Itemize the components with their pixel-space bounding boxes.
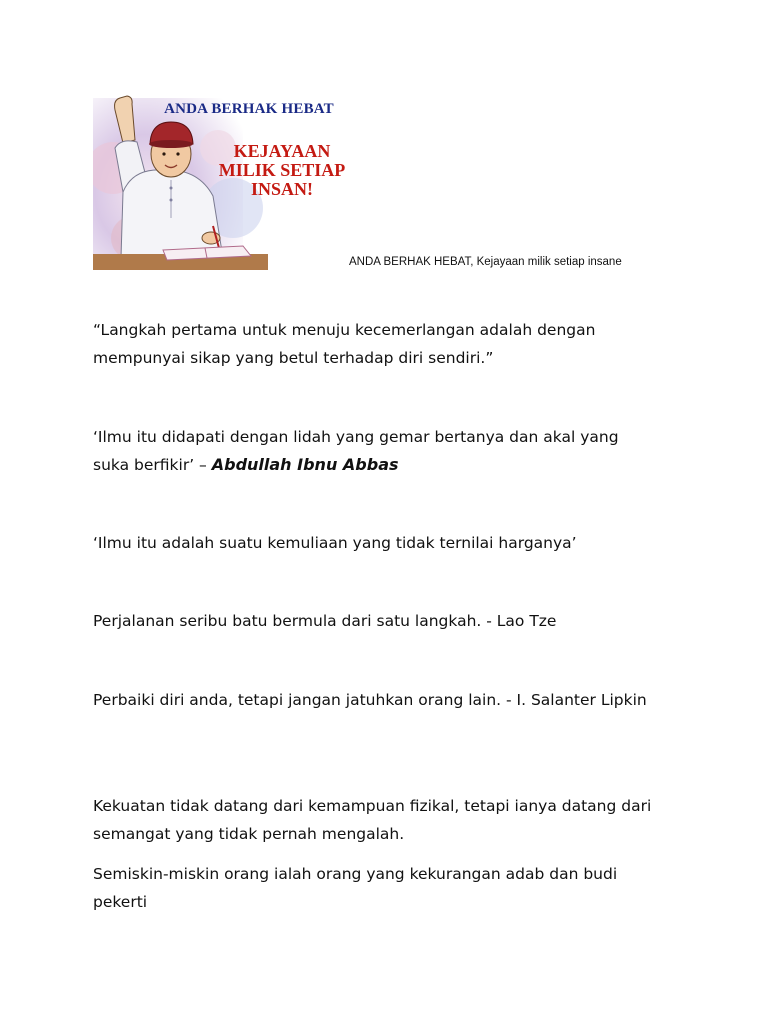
quote-author: Abdullah Ibnu Abbas [211,455,399,474]
poster-slogan-line: MILIK SETIAP [218,159,346,180]
poster-image [93,88,351,270]
quote-paragraph: Kekuatan tidak datang dari kemampuan fizikal, tetapi ianya datang dari semangat yang tidak pernah mengalah. [93,797,652,843]
quote-paragraph: Perjalanan seribu batu bermula dari satu langkah. - Lao Tze [93,612,557,630]
poster-slogan-line: KEJAYAAN [233,141,331,161]
quote-text: ‘Ilmu itu didapati dengan lidah yang gemar bertanya dan akal yang suka berfikir’ – [93,428,619,474]
quote-paragraph: “Langkah pertama untuk menuju kecemerlangan adalah dengan mempunyai sikap yang betul terhadap diri sendiri.” [93,321,596,367]
poster-slogan [211,142,351,199]
quote-paragraph: Perbaiki diri anda, tetapi jangan jatuhkan orang lain. - I. Salanter Lipkin [93,691,647,709]
quote-paragraph [93,423,653,479]
poster-slogan-line: INSAN! [250,178,313,199]
image-caption: ANDA BERHAK HEBAT, Kejayaan milik setiap insane [349,256,622,268]
poster-headline: ANDA BERHAK HEBAT [164,101,334,117]
quote-paragraph: Semiskin-miskin orang ialah orang yang kekurangan adab dan budi pekerti [93,865,618,911]
quote-paragraph: ‘Ilmu itu adalah suatu kemuliaan yang tidak ternilai harganya’ [93,534,577,552]
